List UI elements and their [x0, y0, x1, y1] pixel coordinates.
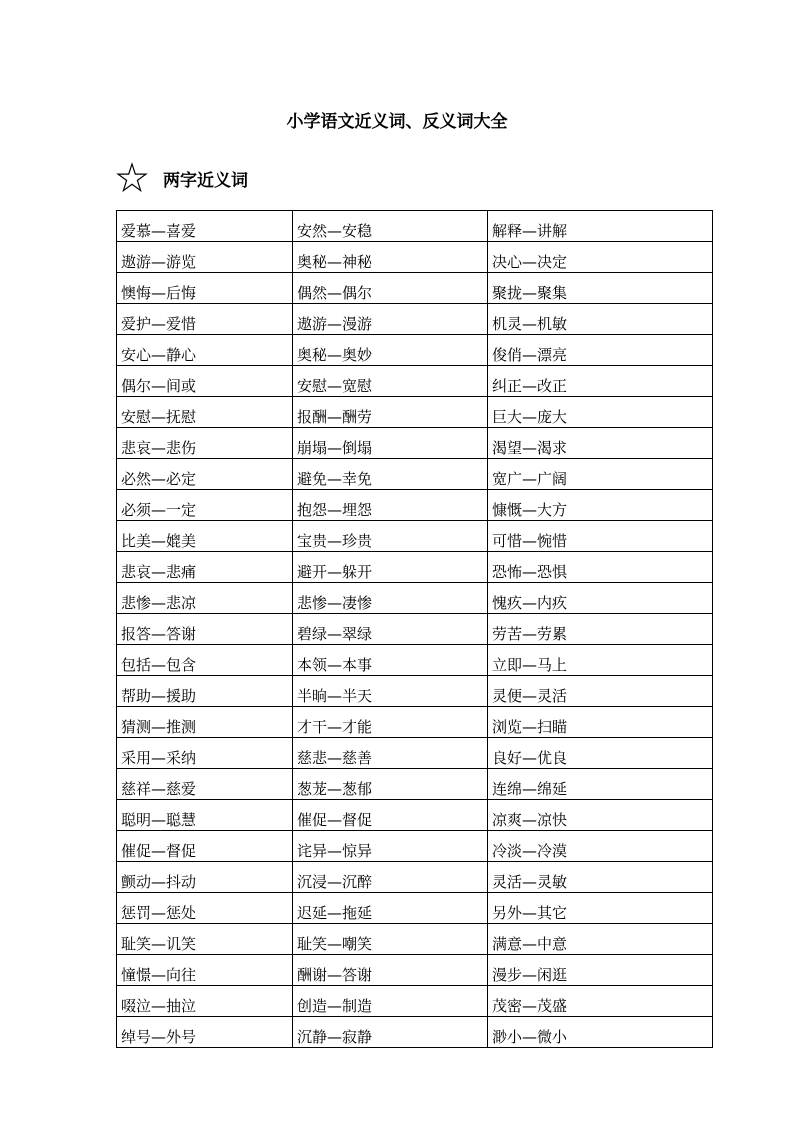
table-cell: 聚拢—聚集 — [488, 273, 713, 304]
table-row — [117, 862, 713, 893]
table-cell: 悲惨—悲凉 — [117, 583, 293, 614]
table-cell: 宽广—广阔 — [488, 459, 713, 490]
synonym-table-body — [117, 211, 713, 1048]
table-cell: 另外—其它 — [488, 893, 713, 924]
table-row — [117, 552, 713, 583]
table-cell: 催促—督促 — [117, 831, 293, 862]
table-cell: 巨大—庞大 — [488, 397, 713, 428]
table-cell: 报酬—酬劳 — [293, 397, 488, 428]
table-row — [117, 1017, 713, 1048]
table-row — [117, 490, 713, 521]
table-cell: 报答—答谢 — [117, 614, 293, 645]
table-row — [117, 800, 713, 831]
table-cell: 灵活—灵敏 — [488, 862, 713, 893]
table-row — [117, 645, 713, 676]
table-cell: 遨游—漫游 — [293, 304, 488, 335]
table-cell: 连绵—绵延 — [488, 769, 713, 800]
table-cell: 避免—幸免 — [293, 459, 488, 490]
table-cell: 爱护—爱惜 — [117, 304, 293, 335]
table-cell: 茂密—茂盛 — [488, 986, 713, 1017]
table-cell: 惩罚—惩处 — [117, 893, 293, 924]
table-cell: 沉浸—沉醉 — [293, 862, 488, 893]
table-cell: 漫步—闲逛 — [488, 955, 713, 986]
page-title: 小学语文近义词、反义词大全 — [286, 112, 508, 132]
table-row — [117, 955, 713, 986]
table-cell: 慈祥—慈爱 — [117, 769, 293, 800]
table-cell: 慷慨—大方 — [488, 490, 713, 521]
table-cell: 安然—安稳 — [293, 211, 488, 242]
table-row — [117, 986, 713, 1017]
table-row — [117, 614, 713, 645]
table-cell: 崩塌—倒塌 — [293, 428, 488, 459]
table-cell: 绰号—外号 — [117, 1017, 293, 1048]
table-cell: 诧异—惊异 — [293, 831, 488, 862]
table-row — [117, 583, 713, 614]
table-cell: 必然—必定 — [117, 459, 293, 490]
table-row — [117, 769, 713, 800]
table-cell: 偶然—偶尔 — [293, 273, 488, 304]
table-cell: 悲惨—凄惨 — [293, 583, 488, 614]
synonym-table — [116, 210, 713, 1048]
table-cell: 偶尔—间或 — [117, 366, 293, 397]
table-cell: 满意—中意 — [488, 924, 713, 955]
table-cell: 立即—马上 — [488, 645, 713, 676]
section-heading: 两字近义词 — [163, 170, 248, 191]
table-row — [117, 893, 713, 924]
table-cell: 帮助—援助 — [117, 676, 293, 707]
table-cell: 灵便—灵活 — [488, 676, 713, 707]
table-cell: 包括—包含 — [117, 645, 293, 676]
table-cell: 奥秘—奥妙 — [293, 335, 488, 366]
table-cell: 葱茏—葱郁 — [293, 769, 488, 800]
table-cell: 可惜—惋惜 — [488, 521, 713, 552]
section-header — [116, 160, 248, 196]
table-cell: 颤动—抖动 — [117, 862, 293, 893]
table-cell: 宝贵—珍贵 — [293, 521, 488, 552]
table-cell: 爱慕—喜爱 — [117, 211, 293, 242]
table-row — [117, 273, 713, 304]
table-row — [117, 428, 713, 459]
table-row — [117, 738, 713, 769]
table-cell: 必须—一定 — [117, 490, 293, 521]
table-cell: 遨游—游览 — [117, 242, 293, 273]
table-cell: 安慰—抚慰 — [117, 397, 293, 428]
table-cell: 俊俏—漂亮 — [488, 335, 713, 366]
table-cell: 浏览—扫瞄 — [488, 707, 713, 738]
table-cell: 悲哀—悲伤 — [117, 428, 293, 459]
table-cell: 憧憬—向往 — [117, 955, 293, 986]
table-row — [117, 459, 713, 490]
table-cell: 耻笑—讥笑 — [117, 924, 293, 955]
table-cell: 慈悲—慈善 — [293, 738, 488, 769]
table-row — [117, 366, 713, 397]
table-cell: 纠正—改正 — [488, 366, 713, 397]
table-row — [117, 242, 713, 273]
table-cell: 机灵—机敏 — [488, 304, 713, 335]
table-cell: 劳苦—劳累 — [488, 614, 713, 645]
table-cell: 耻笑—嘲笑 — [293, 924, 488, 955]
table-cell: 悲哀—悲痛 — [117, 552, 293, 583]
table-cell: 良好—优良 — [488, 738, 713, 769]
table-cell: 酬谢—答谢 — [293, 955, 488, 986]
table-cell: 避开—躲开 — [293, 552, 488, 583]
table-row — [117, 521, 713, 552]
table-cell: 半晌—半天 — [293, 676, 488, 707]
table-cell: 聪明—聪慧 — [117, 800, 293, 831]
table-row — [117, 924, 713, 955]
table-row — [117, 335, 713, 366]
table-row — [117, 211, 713, 242]
table-cell: 猜测—推测 — [117, 707, 293, 738]
table-cell: 渴望—渴求 — [488, 428, 713, 459]
table-cell: 抱怨—埋怨 — [293, 490, 488, 521]
table-cell: 凉爽—凉快 — [488, 800, 713, 831]
table-cell: 解释—讲解 — [488, 211, 713, 242]
table-row — [117, 831, 713, 862]
table-cell: 采用—采纳 — [117, 738, 293, 769]
table-cell: 愧疚—内疚 — [488, 583, 713, 614]
table-cell: 恐怖—恐惧 — [488, 552, 713, 583]
table-cell: 沉静—寂静 — [293, 1017, 488, 1048]
table-cell: 奥秘—神秘 — [293, 242, 488, 273]
table-cell: 决心—决定 — [488, 242, 713, 273]
table-cell: 本领—本事 — [293, 645, 488, 676]
table-cell: 懊悔—后悔 — [117, 273, 293, 304]
table-cell: 安心—静心 — [117, 335, 293, 366]
table-cell: 比美—媲美 — [117, 521, 293, 552]
table-cell: 催促—督促 — [293, 800, 488, 831]
table-row — [117, 397, 713, 428]
table-cell: 渺小—微小 — [488, 1017, 713, 1048]
table-row — [117, 304, 713, 335]
star-outline-icon — [116, 162, 148, 194]
table-cell: 安慰—宽慰 — [293, 366, 488, 397]
table-cell: 创造—制造 — [293, 986, 488, 1017]
table-cell: 啜泣—抽泣 — [117, 986, 293, 1017]
table-cell: 碧绿—翠绿 — [293, 614, 488, 645]
table-cell: 才干—才能 — [293, 707, 488, 738]
table-row — [117, 707, 713, 738]
table-cell: 冷淡—冷漠 — [488, 831, 713, 862]
table-cell: 迟延—拖延 — [293, 893, 488, 924]
table-row — [117, 676, 713, 707]
